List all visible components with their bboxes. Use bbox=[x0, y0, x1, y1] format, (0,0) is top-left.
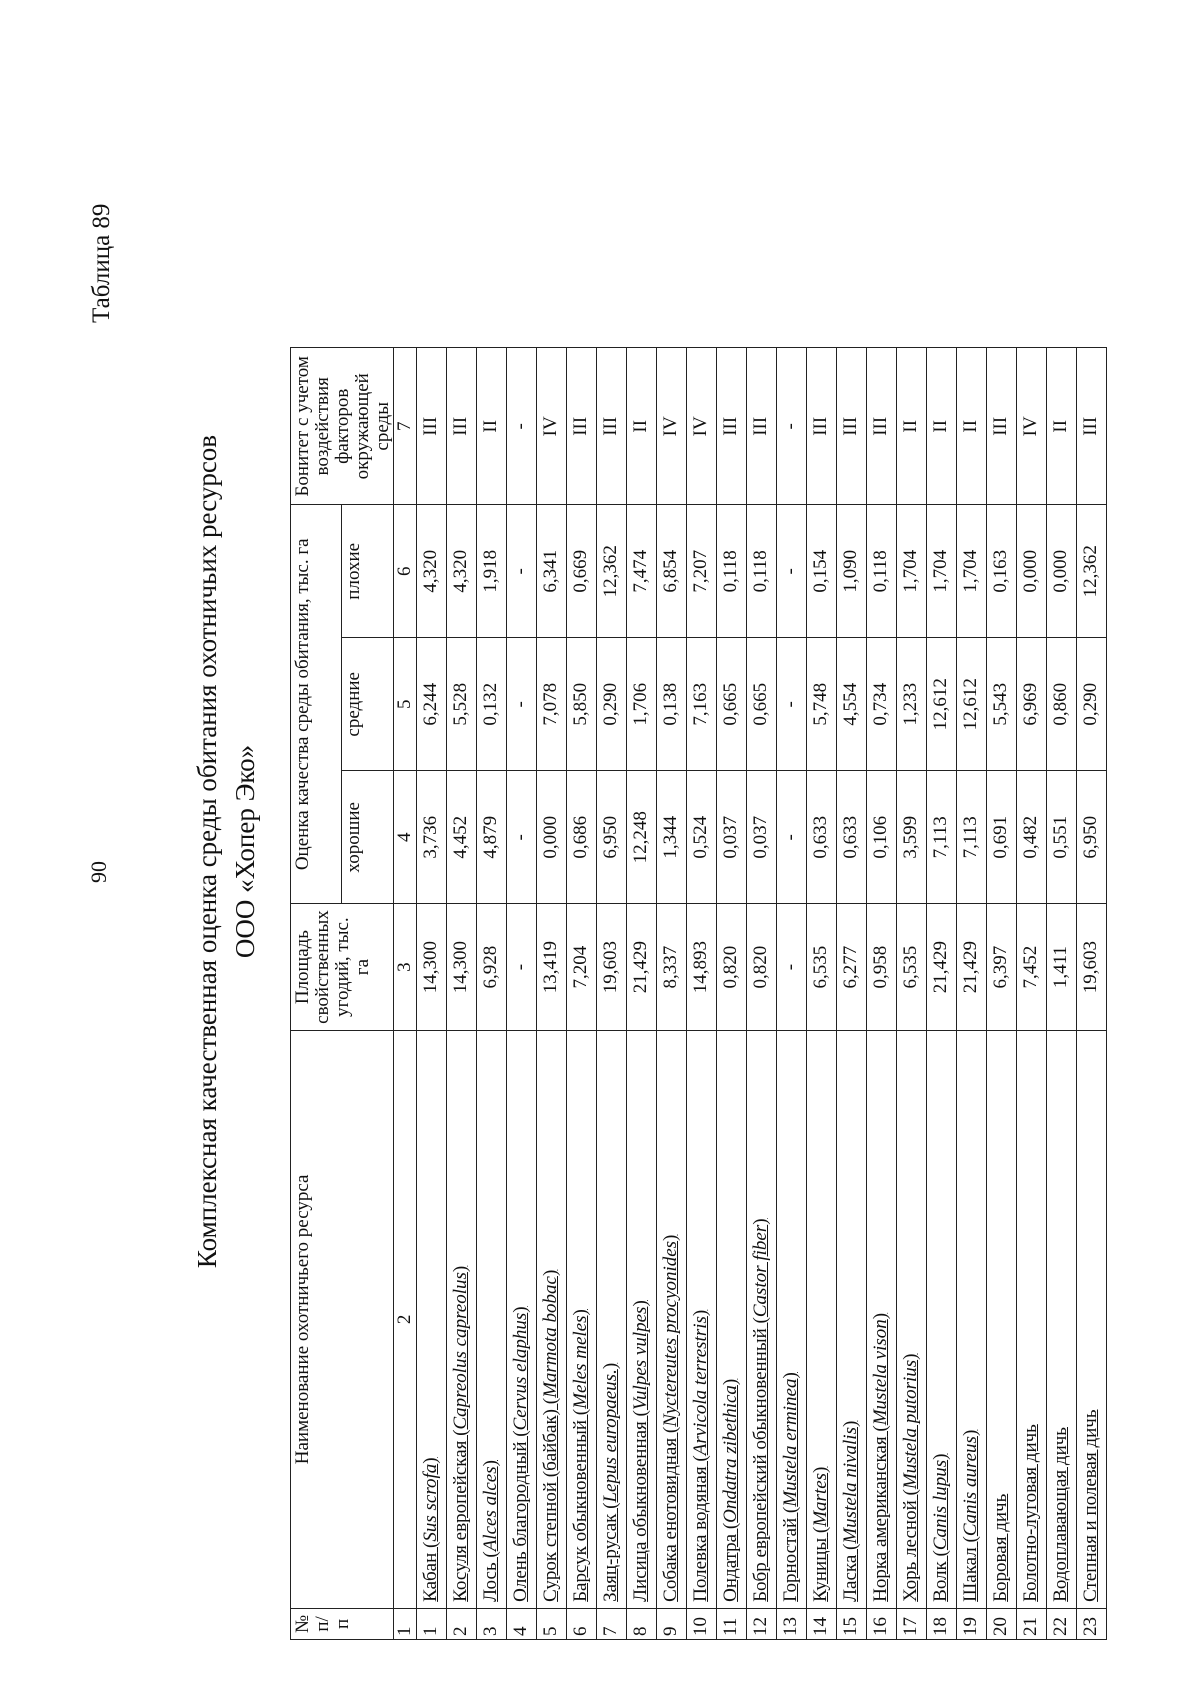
resource-latin-name: Sus scrofa bbox=[420, 1463, 442, 1542]
medium-value: 0,290 bbox=[1076, 638, 1106, 771]
medium-value: 7,078 bbox=[536, 638, 566, 771]
resource-latin-name: Cervus elaphus bbox=[510, 1312, 532, 1431]
table-title-line-1: Комплексная качественная оценка среды обитания охотничьих ресурсов bbox=[192, 434, 222, 1269]
area-value: 14,300 bbox=[446, 904, 476, 1031]
column-number: 1 bbox=[393, 1608, 416, 1639]
medium-value: 0,132 bbox=[476, 638, 506, 771]
bonitet-value: III bbox=[836, 348, 866, 505]
resource-latin-name: Canis aureus bbox=[960, 1436, 982, 1537]
table-row bbox=[776, 348, 806, 1640]
table-row bbox=[656, 348, 686, 1640]
resource-name-cell bbox=[926, 1030, 956, 1608]
medium-value: 5,850 bbox=[566, 638, 596, 771]
resource-name-cell bbox=[416, 1030, 446, 1608]
bonitet-value: III bbox=[746, 348, 776, 505]
resource-name: Лисица обыкновенная bbox=[630, 1421, 652, 1602]
resource-latin-name: Capreolus capreolus bbox=[450, 1272, 472, 1430]
area-value: 13,419 bbox=[536, 904, 566, 1031]
resource-latin-name: Mustela nivalis bbox=[840, 1427, 862, 1544]
row-number: 16 bbox=[866, 1608, 896, 1639]
resource-name-wrapper: Полевка водяная (Arvicola terrestris) bbox=[690, 1309, 712, 1602]
medium-value: 0,734 bbox=[866, 638, 896, 771]
column-number: 2 bbox=[393, 1030, 416, 1608]
area-value: 7,204 bbox=[566, 904, 596, 1031]
column-number: 3 bbox=[393, 904, 416, 1031]
resource-name-cell bbox=[986, 1030, 1016, 1608]
medium-value: 7,163 bbox=[686, 638, 716, 771]
table-row bbox=[566, 348, 596, 1640]
resource-name: Лось bbox=[480, 1562, 502, 1602]
area-value: 14,300 bbox=[416, 904, 446, 1031]
table-row bbox=[746, 348, 776, 1640]
resource-name-cell bbox=[866, 1030, 896, 1608]
resource-name-cell bbox=[836, 1030, 866, 1608]
bonitet-value: III bbox=[986, 348, 1016, 505]
medium-value: 0,665 bbox=[716, 638, 746, 771]
resource-latin-name: Lepus europaeus. bbox=[600, 1369, 622, 1503]
resource-latin-name: Arvicola terrestris bbox=[690, 1316, 712, 1456]
area-value: 0,820 bbox=[746, 904, 776, 1031]
area-value: 19,603 bbox=[1076, 904, 1106, 1031]
good-value: 0,633 bbox=[836, 771, 866, 904]
table-row bbox=[866, 348, 896, 1640]
area-value: 8,337 bbox=[656, 904, 686, 1031]
resource-name-wrapper bbox=[1050, 1427, 1071, 1602]
bad-value: 4,320 bbox=[416, 505, 446, 638]
resource-name-cell bbox=[446, 1030, 476, 1608]
resource-name-cell bbox=[506, 1030, 536, 1608]
resource-name: Бобр европейский обыкновенный bbox=[750, 1328, 772, 1602]
table-row bbox=[806, 348, 836, 1640]
row-number: 11 bbox=[716, 1608, 746, 1639]
row-number: 5 bbox=[536, 1608, 566, 1639]
resource-name: Хорь лесной bbox=[900, 1500, 922, 1602]
bonitet-value: II bbox=[476, 348, 506, 505]
good-value: 0,686 bbox=[566, 771, 596, 904]
medium-value: 0,665 bbox=[746, 638, 776, 771]
resource-latin-name: Canis lupus bbox=[930, 1459, 952, 1551]
resource-name-cell bbox=[686, 1030, 716, 1608]
good-value: 7,113 bbox=[926, 771, 956, 904]
bonitet-value: III bbox=[716, 348, 746, 505]
good-value: 0,551 bbox=[1046, 771, 1076, 904]
bonitet-value: III bbox=[1076, 348, 1106, 505]
resource-name: Волк bbox=[930, 1561, 952, 1602]
resource-latin-name: Vulpes vulpes bbox=[630, 1306, 652, 1411]
resource-name-wrapper: Ондатра (Ondatra zibethica) bbox=[720, 1378, 742, 1602]
column-number: 6 bbox=[393, 505, 416, 638]
table-row bbox=[476, 348, 506, 1640]
medium-value: 6,969 bbox=[1016, 638, 1046, 771]
bad-value: 12,362 bbox=[1076, 505, 1106, 638]
row-number: 19 bbox=[956, 1608, 986, 1639]
resource-name-wrapper: Лось (Alces alces) bbox=[480, 1460, 502, 1602]
header-name: Наименование охотничьего ресурса bbox=[291, 1030, 394, 1608]
header-good: хорошие bbox=[342, 771, 393, 904]
resource-name: Сурок степной (байбак) bbox=[540, 1409, 562, 1602]
good-value: 12,248 bbox=[626, 771, 656, 904]
resource-name-wrapper bbox=[1020, 1424, 1041, 1602]
bad-value: 0,118 bbox=[746, 505, 776, 638]
table-row bbox=[686, 348, 716, 1640]
header-bonitet: Бонитет с учетом воздействия факторов окружающей среды bbox=[291, 348, 394, 505]
header-bad: плохие bbox=[342, 505, 393, 638]
bonitet-value: IV bbox=[536, 348, 566, 505]
resource-name-cell bbox=[656, 1030, 686, 1608]
bad-value: 0,000 bbox=[1046, 505, 1076, 638]
medium-value: 0,860 bbox=[1046, 638, 1076, 771]
resource-name-wrapper: Норка американская (Mustela vison) bbox=[870, 1312, 892, 1602]
table-row bbox=[986, 348, 1016, 1640]
resource-name-wrapper: Собака енотовидная (Nyctereutes procyonides) bbox=[660, 1234, 682, 1602]
table-row bbox=[926, 348, 956, 1640]
resource-name-wrapper: Ласка (Mustela nivalis) bbox=[840, 1420, 862, 1602]
bonitet-value: III bbox=[806, 348, 836, 505]
resource-name: Барсук обыкновенный bbox=[570, 1419, 592, 1602]
table-row bbox=[626, 348, 656, 1640]
resource-name-wrapper bbox=[990, 1494, 1011, 1602]
row-number: 10 bbox=[686, 1608, 716, 1639]
bonitet-value: IV bbox=[656, 348, 686, 505]
good-value: 1,344 bbox=[656, 771, 686, 904]
medium-value: 1,233 bbox=[896, 638, 926, 771]
bonitet-value: III bbox=[566, 348, 596, 505]
area-value: - bbox=[506, 904, 536, 1031]
bonitet-value: III bbox=[416, 348, 446, 505]
bad-value: 1,918 bbox=[476, 505, 506, 638]
area-value: 21,429 bbox=[626, 904, 656, 1031]
bad-value: 1,704 bbox=[926, 505, 956, 638]
resource-name-cell bbox=[596, 1030, 626, 1608]
resource-name: Косуля европейская bbox=[450, 1440, 472, 1602]
row-number: 23 bbox=[1076, 1608, 1106, 1639]
medium-value: 12,612 bbox=[926, 638, 956, 771]
area-value: 1,411 bbox=[1046, 904, 1076, 1031]
bad-value: 6,341 bbox=[536, 505, 566, 638]
column-number: 4 bbox=[393, 771, 416, 904]
good-value: 0,106 bbox=[866, 771, 896, 904]
bonitet-value: III bbox=[596, 348, 626, 505]
bad-value: 6,854 bbox=[656, 505, 686, 638]
bad-value: 0,154 bbox=[806, 505, 836, 638]
good-value: 0,524 bbox=[686, 771, 716, 904]
table-row bbox=[416, 348, 446, 1640]
area-value: 0,820 bbox=[716, 904, 746, 1031]
good-value: 0,691 bbox=[986, 771, 1016, 904]
bonitet-value: II bbox=[1046, 348, 1076, 505]
row-number: 1 bbox=[416, 1608, 446, 1639]
column-numbers-row bbox=[393, 348, 416, 1640]
area-value: 7,452 bbox=[1016, 904, 1046, 1031]
column-number: 7 bbox=[393, 348, 416, 505]
resource-latin-name: Castor fiber bbox=[750, 1224, 772, 1318]
bad-value: 0,118 bbox=[716, 505, 746, 638]
bonitet-value: IV bbox=[686, 348, 716, 505]
resource-name: Ондатра bbox=[720, 1533, 742, 1602]
row-number: 4 bbox=[506, 1608, 536, 1639]
resource-latin-name: Mustela vison bbox=[870, 1319, 892, 1426]
row-number: 12 bbox=[746, 1608, 776, 1639]
medium-value: 5,543 bbox=[986, 638, 1016, 771]
medium-value: 5,748 bbox=[806, 638, 836, 771]
medium-value: 5,528 bbox=[446, 638, 476, 771]
medium-value: 4,554 bbox=[836, 638, 866, 771]
good-value: 6,950 bbox=[596, 771, 626, 904]
good-value: - bbox=[506, 771, 536, 904]
resource-name-wrapper: Барсук обыкновенный (Meles meles) bbox=[570, 1309, 592, 1602]
bad-value: 0,669 bbox=[566, 505, 596, 638]
resource-latin-name: Nyctereutes procyonides bbox=[660, 1240, 682, 1427]
column-number: 5 bbox=[393, 638, 416, 771]
page-number: 90 bbox=[86, 861, 111, 883]
resource-name: Заяц-русак bbox=[600, 1513, 622, 1602]
bonitet-value: - bbox=[506, 348, 536, 505]
table-row bbox=[956, 348, 986, 1640]
good-value: 0,000 bbox=[536, 771, 566, 904]
resource-name-wrapper: Горностай (Mustela erminea) bbox=[780, 1372, 802, 1602]
medium-value: 0,290 bbox=[596, 638, 626, 771]
resource-name: Боровая дичь bbox=[990, 1493, 1012, 1602]
bonitet-value: IV bbox=[1016, 348, 1046, 505]
bad-value: 7,474 bbox=[626, 505, 656, 638]
bad-value: 1,704 bbox=[896, 505, 926, 638]
resource-name-wrapper: Кабан (Sus scrofa) bbox=[420, 1457, 442, 1602]
area-value: - bbox=[776, 904, 806, 1031]
table-row bbox=[506, 348, 536, 1640]
row-number: 3 bbox=[476, 1608, 506, 1639]
row-number: 14 bbox=[806, 1608, 836, 1639]
resource-latin-name: Martes bbox=[810, 1472, 832, 1527]
resource-name: Шакал bbox=[960, 1547, 982, 1602]
medium-value: 12,612 bbox=[956, 638, 986, 771]
resource-name-cell bbox=[566, 1030, 596, 1608]
bonitet-value: II bbox=[956, 348, 986, 505]
resource-latin-name: Mustela putorius bbox=[900, 1359, 922, 1490]
row-number: 18 bbox=[926, 1608, 956, 1639]
table-row bbox=[1016, 348, 1046, 1640]
resource-name-wrapper: Заяц-русак (Lepus europaeus.) bbox=[600, 1362, 622, 1602]
header-quality-group: Оценка качества среды обитания, тыс. га bbox=[291, 505, 342, 904]
good-value: 4,879 bbox=[476, 771, 506, 904]
resource-name-cell bbox=[716, 1030, 746, 1608]
resource-name: Болотно-луговая дичь bbox=[1020, 1424, 1042, 1602]
bonitet-value: - bbox=[776, 348, 806, 505]
bad-value: 0,163 bbox=[986, 505, 1016, 638]
area-value: 6,535 bbox=[806, 904, 836, 1031]
resource-name-wrapper: Хорь лесной (Mustela putorius) bbox=[900, 1353, 922, 1602]
medium-value: 0,138 bbox=[656, 638, 686, 771]
table-row bbox=[536, 348, 566, 1640]
bonitet-value: III bbox=[446, 348, 476, 505]
resource-latin-name: Marmota bobac bbox=[540, 1276, 562, 1398]
good-value: 3,599 bbox=[896, 771, 926, 904]
table-row bbox=[716, 348, 746, 1640]
resource-name-cell bbox=[536, 1030, 566, 1608]
table-row bbox=[446, 348, 476, 1640]
table-row bbox=[596, 348, 626, 1640]
resource-name-wrapper: Косуля европейская (Capreolus capreolus) bbox=[450, 1265, 472, 1602]
resource-name: Кабан bbox=[420, 1552, 442, 1602]
area-value: 19,603 bbox=[596, 904, 626, 1031]
resource-name: Олень благородный bbox=[510, 1441, 532, 1602]
resource-name-cell bbox=[1046, 1030, 1076, 1608]
resource-name-cell bbox=[1076, 1030, 1106, 1608]
bonitet-value: III bbox=[866, 348, 896, 505]
resource-name: Куницы bbox=[810, 1537, 832, 1602]
table-row bbox=[1046, 348, 1076, 1640]
habitat-assessment-table bbox=[290, 347, 1107, 1640]
resource-latin-name: Meles meles bbox=[570, 1315, 592, 1409]
resource-name-cell bbox=[626, 1030, 656, 1608]
row-number: 20 bbox=[986, 1608, 1016, 1639]
good-value: 3,736 bbox=[416, 771, 446, 904]
area-value: 21,429 bbox=[956, 904, 986, 1031]
good-value: 0,482 bbox=[1016, 771, 1046, 904]
medium-value: 1,706 bbox=[626, 638, 656, 771]
area-value: 6,397 bbox=[986, 904, 1016, 1031]
area-value: 0,958 bbox=[866, 904, 896, 1031]
bonitet-value: II bbox=[926, 348, 956, 505]
bad-value: 1,704 bbox=[956, 505, 986, 638]
resource-name: Собака енотовидная bbox=[660, 1437, 682, 1602]
header-medium: средние bbox=[342, 638, 393, 771]
bonitet-value: II bbox=[896, 348, 926, 505]
resource-name-cell bbox=[1016, 1030, 1046, 1608]
bad-value: 7,207 bbox=[686, 505, 716, 638]
resource-latin-name: Alces alces bbox=[480, 1466, 502, 1552]
resource-name: Водоплавающая дичь bbox=[1050, 1427, 1072, 1602]
area-value: 6,535 bbox=[896, 904, 926, 1031]
bonitet-value: II bbox=[626, 348, 656, 505]
resource-name-wrapper: Лисица обыкновенная (Vulpes vulpes) bbox=[630, 1300, 652, 1602]
bad-value: 1,090 bbox=[836, 505, 866, 638]
row-number: 21 bbox=[1016, 1608, 1046, 1639]
resource-name-cell bbox=[746, 1030, 776, 1608]
table-row bbox=[836, 348, 866, 1640]
resource-name-cell bbox=[776, 1030, 806, 1608]
header-area: Площадь свойственных угодий, тыс. га bbox=[291, 904, 394, 1031]
resource-latin-name: Ondatra zibethica bbox=[720, 1385, 742, 1523]
medium-value: 6,244 bbox=[416, 638, 446, 771]
row-number: 7 bbox=[596, 1608, 626, 1639]
bad-value: 0,000 bbox=[1016, 505, 1046, 638]
resource-name-wrapper: Бобр европейский обыкновенный (Castor fiber) bbox=[750, 1218, 772, 1602]
good-value: 7,113 bbox=[956, 771, 986, 904]
resource-name: Полевка водяная bbox=[690, 1466, 712, 1602]
resource-name-cell bbox=[896, 1030, 926, 1608]
good-value: 0,037 bbox=[746, 771, 776, 904]
bad-value: 12,362 bbox=[596, 505, 626, 638]
good-value: 0,037 bbox=[716, 771, 746, 904]
row-number: 9 bbox=[656, 1608, 686, 1639]
bad-value: 0,118 bbox=[866, 505, 896, 638]
table-row bbox=[896, 348, 926, 1640]
bad-value: - bbox=[776, 505, 806, 638]
good-value: 6,950 bbox=[1076, 771, 1106, 904]
row-number: 17 bbox=[896, 1608, 926, 1639]
row-number: 8 bbox=[626, 1608, 656, 1639]
area-value: 21,429 bbox=[926, 904, 956, 1031]
resource-name-wrapper: Куницы (Martes) bbox=[810, 1466, 832, 1602]
resource-name-cell bbox=[476, 1030, 506, 1608]
table-title-line-2: ООО «Хопер Эко» bbox=[230, 744, 260, 959]
resource-name-wrapper bbox=[1080, 1409, 1101, 1601]
resource-name-wrapper: Шакал (Canis aureus) bbox=[960, 1429, 982, 1602]
resource-name-wrapper: Волк (Canis lupus) bbox=[930, 1453, 952, 1602]
header-row-1 bbox=[291, 348, 342, 1640]
row-number: 22 bbox=[1046, 1608, 1076, 1639]
table-row bbox=[1076, 348, 1106, 1640]
row-number: 15 bbox=[836, 1608, 866, 1639]
good-value: - bbox=[776, 771, 806, 904]
table-label: Таблица 89 bbox=[88, 203, 115, 323]
header-num: № п/п bbox=[291, 1608, 394, 1639]
good-value: 4,452 bbox=[446, 771, 476, 904]
resource-name-cell bbox=[806, 1030, 836, 1608]
resource-name: Ласка bbox=[840, 1554, 862, 1602]
medium-value: - bbox=[506, 638, 536, 771]
area-value: 6,928 bbox=[476, 904, 506, 1031]
row-number: 2 bbox=[446, 1608, 476, 1639]
area-value: 6,277 bbox=[836, 904, 866, 1031]
good-value: 0,633 bbox=[806, 771, 836, 904]
row-number: 13 bbox=[776, 1608, 806, 1639]
row-number: 6 bbox=[566, 1608, 596, 1639]
resource-latin-name: Mustela erminea bbox=[780, 1378, 802, 1507]
medium-value: - bbox=[776, 638, 806, 771]
resource-name: Горностай bbox=[780, 1517, 802, 1602]
bad-value: - bbox=[506, 505, 536, 638]
bad-value: 4,320 bbox=[446, 505, 476, 638]
resource-name-cell bbox=[956, 1030, 986, 1608]
resource-name: Норка американская bbox=[870, 1436, 892, 1602]
resource-name-wrapper: Сурок степной (байбак) (Marmota bobac) bbox=[540, 1269, 562, 1602]
area-value: 14,893 bbox=[686, 904, 716, 1031]
resource-name: Степная и полевая дичь bbox=[1080, 1409, 1102, 1602]
resource-name-wrapper: Олень благородный (Cervus elaphus) bbox=[510, 1306, 532, 1602]
